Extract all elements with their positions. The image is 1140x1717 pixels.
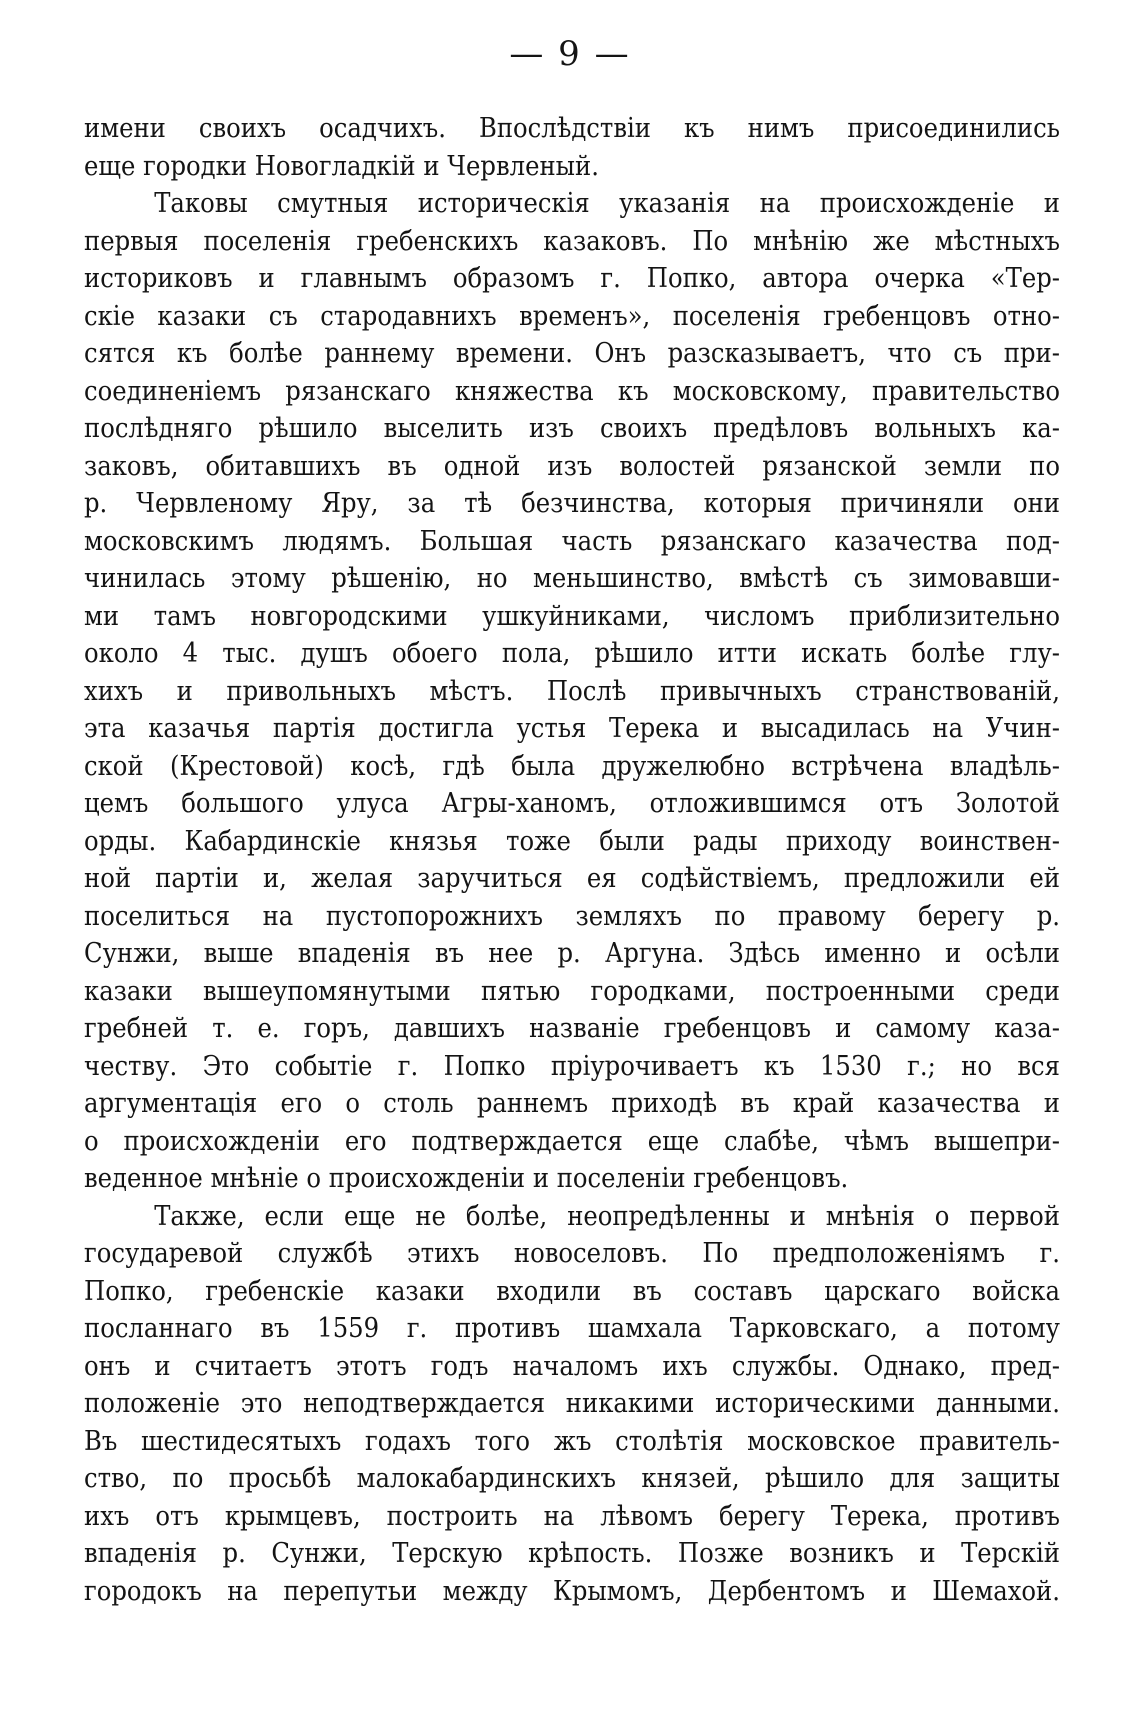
paragraph-1: [84, 110, 1060, 185]
text-line: орды. Кабардинскіе князья тоже были рады приходу воинствен-: [84, 825, 1060, 857]
text-line: ной партіи и, желая заручиться ея содѣйствіемъ, предложили ей: [84, 863, 1060, 894]
text-line: Попко, гребенскіе казаки входили въ составъ царскаго войска: [84, 1275, 1060, 1307]
text-line: хихъ и привольныхъ мѣстъ. Послѣ привычныхъ странствованій,: [84, 675, 1060, 707]
text-line: ской (Крестовой) косѣ, гдѣ была дружелюбно встрѣчена владѣль-: [84, 750, 1060, 782]
body-text: [84, 110, 1060, 1610]
text-line: эта казачья партія достигла устья Терека и высадилась на Учин-: [84, 713, 1060, 744]
text-line: положеніе это неподтверждается никакими историческими данными.: [84, 1388, 1060, 1419]
text-line: государевой службѣ этихъ новоселовъ. По предположеніямъ г.: [84, 1238, 1060, 1269]
text-line: чинилась этому рѣшенію, но меньшинство, вмѣстѣ съ зимовавши-: [84, 563, 1060, 594]
text-line: имени своихъ осадчихъ. Впослѣдствіи къ нимъ присоединились: [84, 113, 1060, 144]
text-line: ми тамъ новгородскими ушкуйниками, числомъ приблизительно: [84, 600, 1060, 632]
paragraph-2: [84, 185, 1060, 1198]
text-line: заковъ, обитавшихъ въ одной изъ волостей рязанской земли по: [84, 450, 1060, 482]
text-line: цемъ большого улуса Агры-ханомъ, отложившимся отъ Золотой: [84, 788, 1060, 819]
text-line: городокъ на перепутьи между Крымомъ, Дербентомъ и Шемахой.: [84, 1575, 1060, 1607]
text-line: еще городки Новогладкій и Червленый.: [84, 150, 599, 182]
text-line: ство, по просьбѣ малокабардинскихъ князей, рѣшило для защиты: [84, 1463, 1060, 1494]
text-line: Таковы смутныя историческія указанія на происхожденіе и: [154, 188, 1060, 219]
text-line: впаденія р. Сунжи, Терскую крѣпость. Позже возникъ и Терскій: [84, 1538, 1060, 1569]
text-line: веденное мнѣніе о происхожденіи и поселеніи гребенцовъ.: [84, 1163, 849, 1194]
text-line: соединеніемъ рязанскаго княжества къ московскому, правительство: [84, 375, 1060, 407]
text-line: онъ и считаетъ этотъ годъ началомъ ихъ службы. Однако, пред-: [84, 1350, 1060, 1382]
text-line: аргументація его о столь раннемъ приходѣ въ край казачества и: [84, 1088, 1060, 1119]
text-line: сятся къ болѣе раннему времени. Онъ разсказываетъ, что съ при-: [84, 338, 1060, 369]
text-line: ихъ отъ крымцевъ, построить на лѣвомъ берегу Терека, противъ: [84, 1500, 1060, 1532]
text-line: поселиться на пустопорожнихъ земляхъ по правому берегу р.: [84, 900, 1060, 932]
text-line: послѣдняго рѣшило выселить изъ своихъ предѣловъ вольныхъ ка-: [84, 413, 1060, 444]
text-line: казаки вышеупомянутыми пятью городками, построенными среди: [84, 975, 1060, 1007]
text-line: Сунжи, выше впаденія въ нее р. Аргуна. Здѣсь именно и осѣли: [84, 938, 1060, 969]
text-line: Въ шестидесятыхъ годахъ того жъ столѣтія московское правитель-: [84, 1425, 1060, 1457]
text-line: около 4 тыс. душъ обоего пола, рѣшило итти искать болѣе глу-: [84, 638, 1060, 669]
text-line: московскимъ людямъ. Большая часть рязанскаго казачества под-: [84, 525, 1060, 557]
text-line: о происхожденіи его подтверждается еще слабѣе, чѣмъ вышепри-: [84, 1125, 1060, 1157]
text-line: р. Червленому Яру, за тѣ безчинства, которыя причиняли они: [84, 488, 1060, 519]
page-number: — 9 —: [509, 34, 631, 74]
text-line: посланнаго въ 1559 г. противъ шамхала Тарковскаго, а потому: [84, 1313, 1060, 1344]
text-line: историковъ и главнымъ образомъ г. Попко, автора очерка «Тер-: [84, 263, 1060, 294]
text-line: гребней т. е. горъ, давшихъ названіе гребенцовъ и самому каза-: [84, 1013, 1060, 1044]
text-line: Также, если еще не болѣе, неопредѣленны и мнѣнія о первой: [154, 1200, 1060, 1232]
text-line: честву. Это событіе г. Попко пріурочиваетъ къ 1530 г.; но вся: [84, 1050, 1060, 1082]
text-line: первыя поселенія гребенскихъ казаковъ. По мнѣнію же мѣстныхъ: [84, 225, 1060, 257]
text-line: скіе казаки съ стародавнихъ временъ», поселенія гребенцовъ отно-: [84, 300, 1060, 332]
paragraph-3: [84, 1198, 1060, 1611]
